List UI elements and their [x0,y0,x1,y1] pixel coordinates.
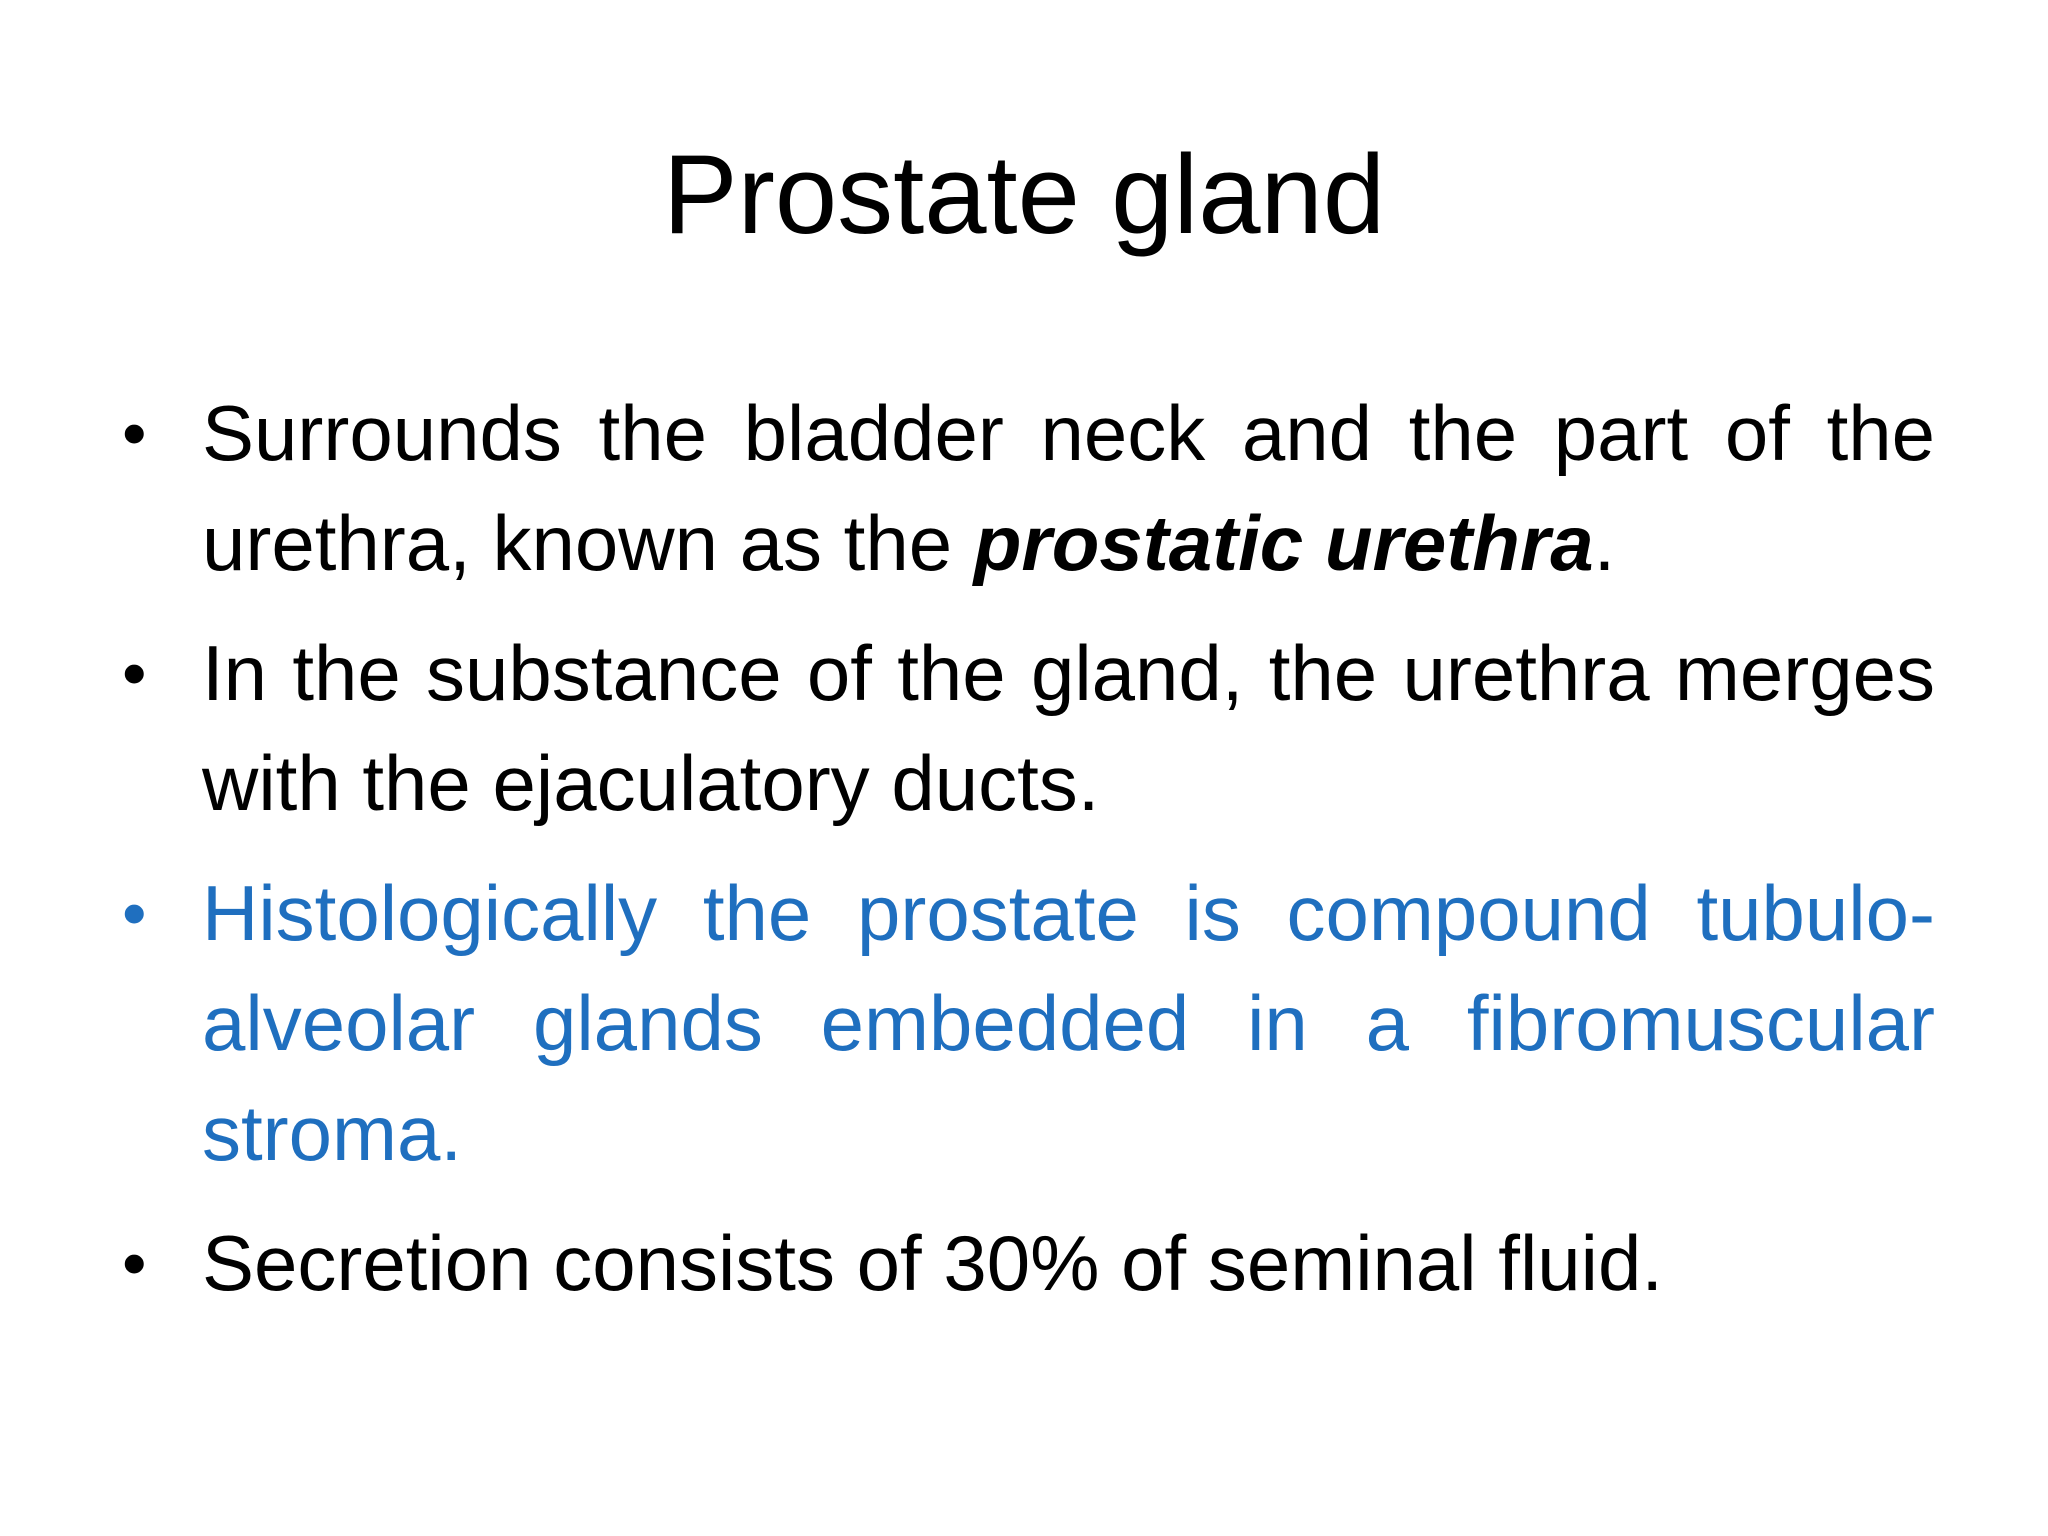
bullet-icon: • [122,874,147,952]
bullet-item-ejaculatory-ducts [120,618,1935,838]
bullet-emphasis: prostatic urethra [973,499,1594,587]
bullet-item-secretion [120,1208,1935,1318]
bullet-item-histology [120,858,1935,1188]
bullet-list [120,378,1935,1338]
bullet-text: Surrounds the bladder neck and the part of the urethra, known as the [202,389,1935,587]
bullet-text: Secretion consists of 30% of seminal fluid. [202,1219,1664,1307]
bullet-icon: • [122,394,147,472]
bullet-icon: • [122,1224,147,1302]
bullet-text: Histologically the prostate is compound tubulo-alveolar glands embedded in a fibromuscular stroma. [202,869,1935,1177]
slide-title: Prostate gland [662,132,1386,257]
bullet-item-bladder-neck [120,378,1935,598]
bullet-text: In the substance of the gland, the urethra merges with the ejaculatory ducts. [202,629,1935,827]
bullet-icon: • [122,634,147,712]
bullet-text-end: . [1593,499,1616,587]
